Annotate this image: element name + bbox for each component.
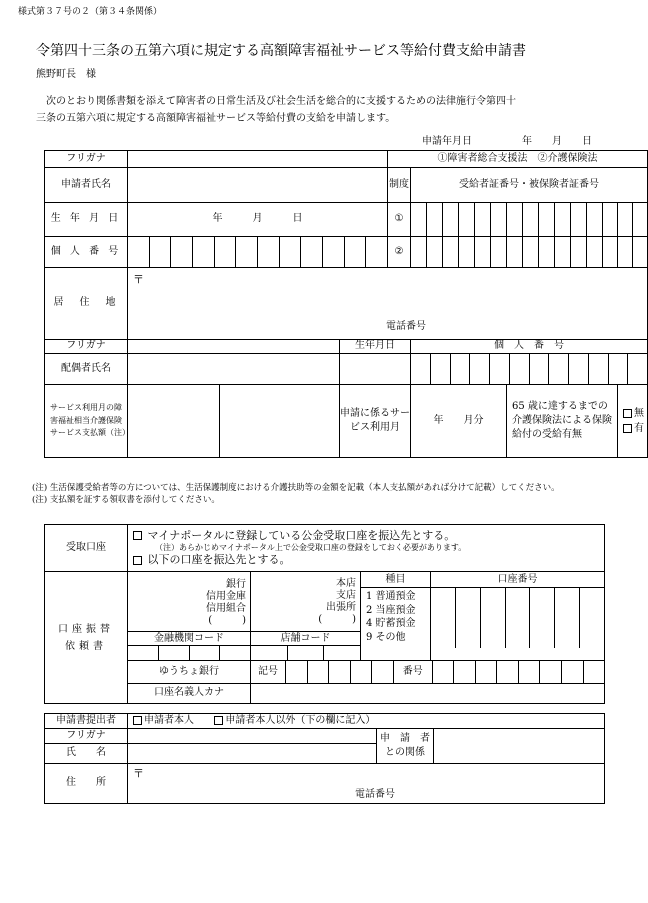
spouse-name-label: 配偶者氏名: [45, 354, 128, 385]
recipient-digit[interactable]: [443, 203, 459, 237]
age65-options[interactable]: 無 有: [618, 385, 648, 458]
recipient-digit[interactable]: [507, 203, 523, 237]
insured-digit[interactable]: [507, 237, 523, 268]
mark-1: ①: [388, 203, 411, 237]
intro-line-1: 次のとおり関係書類を添えて障害者の日常生活及び社会生活を総合的に支援するための法律施行令第四十: [46, 96, 516, 107]
relation-label: 申 請 者 との関係: [377, 729, 434, 764]
spouse-furigana-label: フリガナ: [45, 340, 128, 354]
bank-table: [44, 524, 605, 704]
bank-name-field[interactable]: 銀行 信用金庫 信用組合 ( ): [128, 572, 251, 632]
recipient-digit[interactable]: [427, 203, 443, 237]
yucho-label: ゆうちょ銀行: [128, 661, 251, 684]
recipient-digit[interactable]: [523, 203, 539, 237]
intro-line-2: 三条の五第六項に規定する高額障害福祉サービス等給付費の支給を申請します。: [36, 113, 396, 124]
form-number: 様式第３７号の２（第３４条関係）: [18, 7, 163, 17]
form-title: 令第四十三条の五第六項に規定する高額障害福祉サービス等給付費支給申請書: [36, 43, 526, 59]
submitter-table: [44, 713, 605, 804]
applicant-furigana-field[interactable]: [128, 151, 388, 168]
account-holder-field[interactable]: [251, 684, 605, 704]
insured-digit[interactable]: [618, 237, 633, 268]
service-payment-field[interactable]: [128, 385, 340, 458]
insured-digit[interactable]: [491, 237, 507, 268]
recipient-digit[interactable]: [618, 203, 633, 237]
service-month-label: 申請に係るサービス利用月: [340, 385, 411, 458]
applicant-name-label: 申請者氏名: [45, 168, 128, 203]
recipient-number-header: 受給者証番号・被保険者証番号: [411, 168, 648, 203]
relation-field[interactable]: [434, 729, 605, 764]
insured-digit[interactable]: [443, 237, 459, 268]
applicant-furigana-label: フリガナ: [45, 151, 128, 168]
account-number[interactable]: 口座番号: [431, 572, 605, 661]
submitter-address-label: 住 所: [45, 764, 128, 804]
spouse-mynumber-field[interactable]: [411, 354, 648, 385]
submitter-name-label: 氏 名: [45, 744, 128, 764]
insured-digit[interactable]: [633, 237, 648, 268]
address-label: 居 住 地: [45, 268, 128, 340]
spouse-mynumber-header: 個 人 番 号: [411, 340, 648, 354]
law-options: ①障害者総合支援法 ②介護保険法: [388, 151, 648, 168]
service-month-field[interactable]: 年 月分: [411, 385, 507, 458]
branch-name-field[interactable]: 本店 支店 出張所 ( ): [251, 572, 361, 632]
checkbox-other-account[interactable]: [133, 556, 142, 565]
submitter-label: 申請書提出者: [45, 714, 128, 729]
recipient-digit[interactable]: [459, 203, 475, 237]
application-date: 申請年月日 年 月 日: [422, 136, 592, 147]
insured-digit[interactable]: [459, 237, 475, 268]
recipient-digit[interactable]: [603, 203, 618, 237]
spouse-name-field[interactable]: [128, 354, 340, 385]
receive-account-label: 受取口座: [45, 525, 128, 572]
insured-digit[interactable]: [571, 237, 587, 268]
service-payment-label: サービス利用月の障害福祉相当介護保険サービス支払額（注）: [45, 385, 128, 458]
note-2: (注) 支払額を証する領収書を添付してください。: [32, 495, 220, 505]
mynumber-field[interactable]: [128, 237, 388, 268]
address-field[interactable]: [128, 268, 648, 340]
spouse-birth-field[interactable]: [340, 354, 411, 385]
submitter-furigana-field[interactable]: [128, 729, 377, 744]
spouse-birth-header: 生年月日: [340, 340, 411, 354]
recipient-digit[interactable]: [633, 203, 648, 237]
insured-digit[interactable]: [587, 237, 603, 268]
addressee: 熊野町長 様: [36, 69, 96, 80]
checkbox-yes[interactable]: [623, 424, 632, 433]
checkbox-mynaportal[interactable]: [133, 531, 142, 540]
checkbox-none[interactable]: [623, 409, 632, 418]
mark-2: ②: [388, 237, 411, 268]
birth-date-field[interactable]: 年 月 日: [128, 203, 388, 237]
recipient-digit[interactable]: [571, 203, 587, 237]
insured-digit[interactable]: [603, 237, 618, 268]
insured-digit[interactable]: [411, 237, 427, 268]
submitter-postal-mark: 〒: [133, 767, 144, 780]
insured-digit[interactable]: [539, 237, 555, 268]
transfer-request-label: 口座振替依頼書: [45, 572, 128, 704]
phone-label: 電話番号: [386, 321, 426, 332]
recipient-digit[interactable]: [475, 203, 491, 237]
note-1: (注) 生活保護受給者等の方については、生活保護制度における介護扶助等の金額を記載（本人支払額があれば分けて記載）してください。: [32, 483, 560, 493]
seido-label: 制度: [388, 168, 411, 203]
submitter-address-field[interactable]: [128, 764, 605, 804]
submitter-name-field[interactable]: [128, 744, 377, 764]
receive-account-options[interactable]: マイナポータルに登録している公金受取口座を振込先とする。 （注）あらかじめマイナポータル上で公金受取口座の登録をしておく必要があります。 以下の口座を振込先とする。: [128, 525, 605, 572]
age65-label: 65 歳に達するまでの介護保険法による保険給付の受給有無: [507, 385, 618, 458]
mynumber-label: 個 人 番 号: [45, 237, 128, 268]
birth-date-label: 生 年 月 日: [45, 203, 128, 237]
applicant-table: [44, 150, 648, 458]
spouse-furigana-field[interactable]: [128, 340, 340, 354]
account-kind[interactable]: 種目 1 普通預金 2 当座預金 4 貯蓄預金 9 その他: [361, 572, 431, 661]
branch-code[interactable]: 店舗コード: [251, 632, 361, 661]
insured-digit[interactable]: [475, 237, 491, 268]
recipient-digit[interactable]: [411, 203, 427, 237]
insured-digit[interactable]: [427, 237, 443, 268]
yucho-number-field[interactable]: 記号 番号: [251, 661, 605, 684]
checkbox-other[interactable]: [214, 716, 223, 725]
recipient-digit[interactable]: [491, 203, 507, 237]
recipient-digit[interactable]: [539, 203, 555, 237]
account-holder-label: 口座名義人カナ: [128, 684, 251, 704]
submitter-phone-label: 電話番号: [355, 789, 395, 800]
insured-digit[interactable]: [555, 237, 571, 268]
applicant-name-field[interactable]: [128, 168, 388, 203]
bank-code[interactable]: 金融機関コード: [128, 632, 251, 661]
insured-digit[interactable]: [523, 237, 539, 268]
recipient-digit[interactable]: [555, 203, 571, 237]
checkbox-self[interactable]: [133, 716, 142, 725]
postal-mark: 〒: [133, 273, 144, 286]
submitter-furigana-label: フリガナ: [45, 729, 128, 744]
recipient-digit[interactable]: [587, 203, 603, 237]
submitter-options[interactable]: 申請者本人 申請者本人以外（下の欄に記入）: [128, 714, 605, 729]
